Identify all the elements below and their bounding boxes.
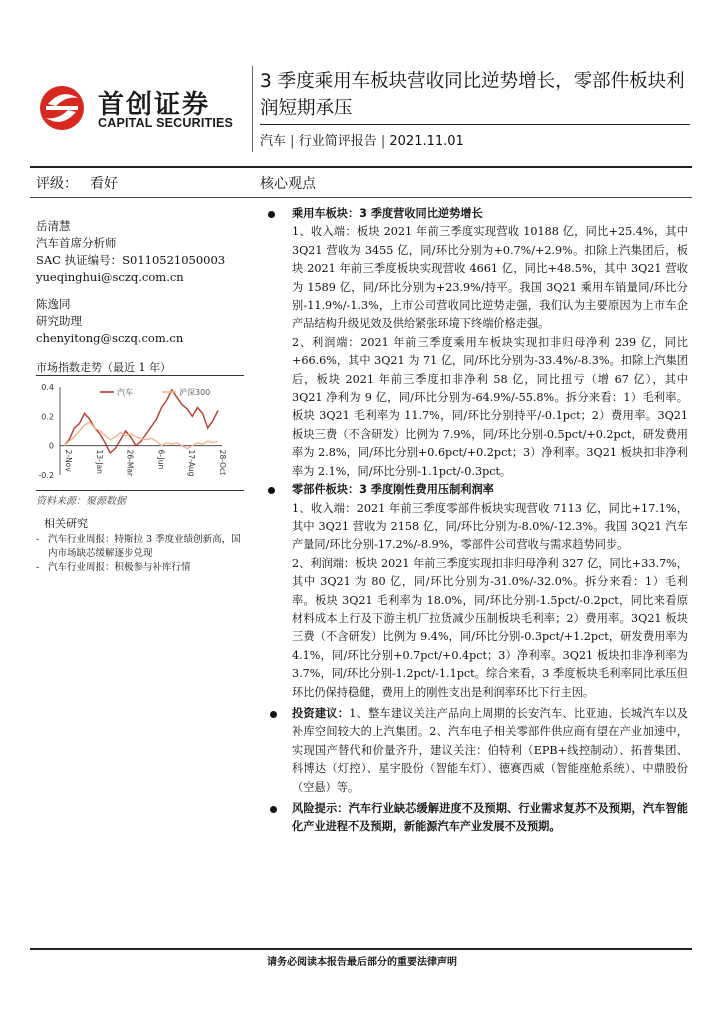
subtitle-type: 行业简评报告: [298, 134, 377, 149]
legal-disclaimer: 请务必阅读本报告最后部分的重要法律声明: [267, 957, 457, 968]
analyst-title: 汽车首席分析师: [36, 236, 117, 250]
paragraph: 2、利润端：板块 2021 年前三季度实现扣非归母净利 327 亿，同比+33.7%，其中 3Q21 为 80 亿，同/环比分别为-31.0%/-32.0%。拆分来看：1）毛利率。板块 3Q21 毛利率为 18.0%，同/环比分别-1.5pct/-0.2pct，同比来看原材料成本上行及下游主机厂拉货减少压制板块毛利率；2）费用率。3Q21 板块三费（不含研发）比例为 9.4%，同/环比分别-0.3pct/+1.2pct，研发费用率为 4.1%，同/环比分别+0.7pct/+0.4pct；3）净利率。3Q21 板块扣非净利率为 3.7%，同/环比分别-1.2pct/-1.1pct。综合来看，3 季度板块毛利率同比承压但环比仍保持稳健，费用上的刚性支出是利润率环比下行主因。: [292, 556, 688, 699]
analyst-name: 岳清慧: [36, 219, 71, 233]
bullet-icon: [270, 711, 277, 718]
section-heading: [270, 205, 688, 223]
x-tick-label: 2-Nov: [64, 449, 73, 472]
analyst-email: yueqinghui@sczq.com.cn: [36, 270, 184, 284]
section-heading: [270, 481, 688, 499]
rating-label: 评级：: [36, 176, 78, 192]
legend-label: 沪深300: [179, 388, 211, 397]
market-index-chart: [32, 377, 248, 493]
x-tick-label: 28-Oct: [218, 449, 227, 476]
bullet-icon: [268, 487, 275, 494]
section-investment-advice: [270, 705, 688, 797]
core-views-body: [270, 205, 688, 837]
legend-label: 汽车: [117, 388, 133, 397]
rating-value: 看好: [90, 176, 118, 192]
series-line-hs300: [64, 422, 218, 448]
related-research-list: [36, 533, 246, 575]
section-auto-parts: [270, 481, 688, 702]
x-tick-label: 26-Mar: [125, 449, 135, 477]
bullet-icon: [270, 806, 277, 813]
subtitle-sep: |: [290, 134, 295, 149]
y-tick-label: 0.4: [41, 383, 54, 392]
x-tick-label: 17-Aug: [187, 449, 197, 477]
footer-rule: [30, 948, 692, 950]
section-rule: [30, 197, 692, 198]
assistant-title: 研究助理: [36, 314, 82, 328]
y-tick-label: -0.2: [38, 471, 54, 480]
related-research-title: 相关研究: [44, 517, 88, 530]
subtitle-industry: 汽车: [260, 134, 287, 149]
y-tick-label: 0: [48, 441, 54, 451]
assistant-email: chenyitong@sczq.com.cn: [36, 331, 184, 345]
logo-emblem-icon: [36, 82, 92, 134]
subtitle-sep: |: [380, 134, 386, 149]
section-passenger-cars: [270, 205, 688, 481]
section-title: 乘用车板块：3 季度营收同比逆势增长: [292, 207, 483, 220]
y-tick-label: 0.2: [41, 412, 54, 422]
analyst-sac: SAC 执证编号：S0110521050003: [36, 253, 226, 267]
x-tick-label: 6-Jun: [156, 449, 166, 470]
header-rule: [30, 166, 692, 168]
rating: [36, 173, 118, 193]
report-title: 3 季度乘用车板块营收同比逆势增长，零部件板块利润短期承压: [260, 71, 685, 119]
chart-title: 市场指数走势（最近 1 年）: [36, 361, 171, 374]
report-subtitle: [260, 130, 464, 149]
risk-label: 风险提示：: [292, 802, 349, 815]
risk-text: 汽车行业缺芯缓解进度不及预期、行业需求复苏不及预期，汽车智能化产业进程不及预期，新能源汽车产业发展不及预期。: [292, 802, 688, 834]
x-tick-label: 13-Jan: [94, 449, 104, 474]
header-divider: [252, 66, 253, 152]
section-title: 零部件板块：3 季度刚性费用压制利润率: [292, 483, 494, 497]
paragraph: 2、利润端：2021 年前三季度乘用车板块实现扣非归母净利 239 亿，同比+66.6%，其中 3Q21 为 71 亿，同/环比分别为-33.4%/-8.3%。扣除上汽集团后，板块 2021 年前三季度扣非净利 58 亿，同比扭亏（增 67 亿），其中 3Q21 净利为 9 亿，同/环比分别为-64.9%/-55.8%。拆分来看：1）毛利率。板块 3Q21 毛利率为 11.7%，同/环比分别持平/-0.1pct；2）费用率。3Q21 板块三费（不含研发）比例为 7.9%，同/环比分别-0.5pct/+0.2pct，研发费用率为 2.8%，同/环比分别+0.6pct/+0.2pct；3）净利率。3Q21 板块扣非净利率为 2.1%，同/环比分别-1.1pct/-0.3pct。: [292, 335, 688, 478]
paragraph: 1、收入端：板块 2021 年前三季度实现营收 10188 亿，同比+25.4%，其中 3Q21 营收为 3455 亿，同/环比分别为+0.7%/+2.9%。扣除上汽集团后，板块 2021 年前三季度板块实现营收 4661 亿，同比+48.5%，其中 3Q21 营收为 1589 亿，同/环比分别为+23.9%/持平。我国 3Q21 乘用车销量同/环比分别-11.9%/-1.3%，上市公司营收同比逆势走强，我们认为主要原因为上市车企产品结构升级见效及供给紧张环境下终端价格走强。: [292, 225, 688, 331]
paragraph: 1、收入端：2021 年前三季度零部件板块实现营收 7113 亿，同比+17.1%，其中 3Q21 营收为 2158 亿，同/环比分别为-8.0%/-12.3%。我国 3Q21 汽车产量同/环比分别-17.2%/-8.9%，零部件公司营收与需求趋势同步。: [292, 501, 688, 552]
subtitle-date: 2021.11.01: [389, 134, 464, 149]
related-item[interactable]: - 汽车行业周报：积极参与补库行情: [36, 561, 246, 575]
company-logo: [36, 82, 246, 134]
chart-source: 资料来源：聚源数据: [36, 496, 126, 507]
section-risk: [270, 800, 688, 837]
analyst-info: [36, 218, 225, 347]
chart-top-rule: [36, 375, 244, 376]
assistant-name: 陈逸同: [36, 297, 71, 311]
bullet-icon: [268, 211, 275, 218]
related-item[interactable]: - 汽车行业周报：特斯拉 3 季度业绩创新高，国内市场缺芯缓解逐步兑现: [36, 533, 246, 561]
core-views-title: 核心观点: [260, 176, 316, 192]
title-rule: [260, 124, 690, 125]
advice-label: 投资建议：: [292, 706, 350, 720]
logo-text-en: CAPITAL SECURITIES: [98, 116, 234, 130]
chart-bottom-rule: [36, 490, 244, 491]
advice-text: 1、整车建议关注产品向上周期的长安汽车、比亚迪、长城汽车以及补库空间较大的上汽集团。2、汽车电子相关零部件供应商有望在产业加速中，实现国产替代和价量齐升，建议关注：伯特利（EPB+线控制动）、拓普集团、科博达（灯控）、星宇股份（智能车灯）、德赛西威（智能座舱系统）、中鼎股份（空悬）等。: [292, 706, 688, 794]
logo-text-cn: 首创证券: [98, 90, 211, 120]
